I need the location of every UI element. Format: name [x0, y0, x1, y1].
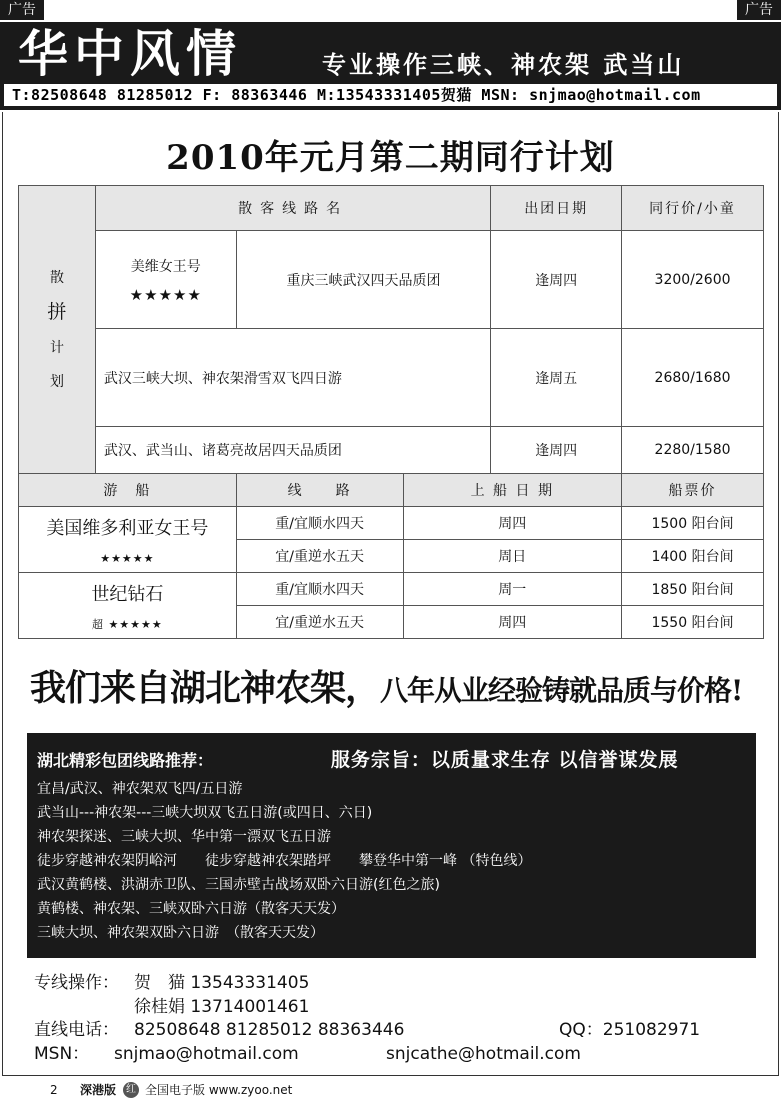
brand-name: 华中风情 [18, 24, 242, 83]
edition-label: 深港版 [80, 1083, 117, 1097]
ship-name: 世纪钻石 [91, 583, 164, 605]
date-cell: 逢周五 [491, 329, 622, 427]
cruise-ship-cell [19, 507, 237, 573]
national-edition: 全国电子版 www.zyoo.net [145, 1083, 293, 1097]
star-rating: ★★★★★ [129, 285, 202, 304]
msn-label: MSN： [34, 1043, 90, 1064]
ship-name: 美国维多利亚女王号 [46, 518, 209, 539]
price-cell: 2680/1680 [622, 329, 764, 427]
list-item: 武当山---神农架---三峡大坝双飞五日游(或四日、六日) [37, 805, 373, 821]
table-row [19, 231, 764, 329]
price-cell: 1500 阳台间 [622, 507, 764, 540]
price-cell: 1850 阳台间 [622, 573, 764, 606]
msn-1: snjmao@hotmail.com [114, 1043, 299, 1064]
footer [0, 1080, 781, 1100]
price-cell: 2280/1580 [622, 427, 764, 474]
page-number: 2 [50, 1083, 58, 1097]
route-cell: 重庆三峡武汉四天品质团 [236, 231, 491, 329]
plan-table [18, 185, 764, 639]
service-motto: 服务宗旨：以质量求生存 以信誉谋发展 [330, 749, 679, 771]
star-rating: 超 ★★★★★ [91, 617, 163, 631]
route-cell: 武汉、武当山、诸葛亮故居四天品质团 [95, 427, 490, 474]
operator-2: 徐桂娟 13714001461 [134, 996, 310, 1017]
route-cell: 重/宜顺水四天 [236, 507, 403, 540]
edition-badge-icon: 红 [123, 1082, 139, 1098]
headline-tail: 八年从业经验铸就品质与价格! [380, 674, 743, 707]
route-cell: 宜/重逆水五天 [236, 540, 403, 573]
price-cell: 3200/2600 [622, 231, 764, 329]
route-cell: 武汉三峡大坝、神农架滑雪双飞四日游 [95, 329, 490, 427]
route-cell: 重/宜顺水四天 [236, 573, 403, 606]
operator-1: 贺 猫 13543331405 [134, 973, 310, 993]
top-bar [0, 0, 781, 22]
header-route-name: 散客线路名 [95, 186, 490, 231]
recommended-routes-box [27, 733, 756, 958]
page-title: 2010年元月第二期同行计划 [166, 138, 615, 178]
ad-label-right: 广告 [737, 0, 781, 20]
list-item: 黄鹤楼、神农架、三峡双卧六日游（散客天天发） [37, 901, 345, 917]
slogan: 专业操作三峡、神农架 武当山 [322, 51, 685, 79]
header-ticket-price: 船票价 [622, 474, 764, 507]
date-cell: 周日 [403, 540, 622, 573]
date-cell: 周一 [403, 573, 622, 606]
star-rating: ★★★★★ [100, 552, 155, 565]
header-board-date: 上 船 日 期 [403, 474, 622, 507]
ship-name: 美维女王号 [130, 258, 201, 275]
header-cruise-ship: 游 船 [19, 474, 237, 507]
header-depart-date: 出团日期 [491, 186, 622, 231]
headline-main: 我们来自湖北神农架， [30, 667, 381, 709]
list-item: 宜昌/武汉、神农架双飞四/五日游 [37, 781, 243, 797]
header-banner [0, 22, 781, 110]
sanpin-side-label: 散 拼 计 划 [19, 186, 96, 474]
table-row [19, 573, 764, 606]
tel-label: 直线电话： [34, 1020, 119, 1040]
list-item: 徒步穿越神农架阴峪河 徒步穿越神农架踏坪 攀登华中第一峰 （特色线） [37, 853, 532, 869]
table-row [19, 427, 764, 474]
contact-info [34, 972, 754, 1066]
header-cruise-route: 线 路 [236, 474, 403, 507]
routes-heading: 湖北精彩包团线路推荐： [37, 751, 214, 770]
tel-numbers: 82508648 81285012 88363446 [134, 1020, 405, 1040]
date-cell: 逢周四 [491, 231, 622, 329]
contact-strip: T:82508648 81285012 F: 88363446 M:13543331405贺猫 MSN: snjmao@hotmail.com [4, 84, 777, 106]
qq-number: QQ：251082971 [559, 1020, 701, 1040]
routes-heading-row [37, 745, 746, 777]
date-cell: 逢周四 [491, 427, 622, 474]
date-cell: 周四 [403, 507, 622, 540]
ship-cell [95, 231, 236, 329]
msn-2: snjcathe@hotmail.com [386, 1043, 581, 1064]
price-cell: 1550 阳台间 [622, 606, 764, 639]
header-peer-price: 同行价/小童 [622, 186, 764, 231]
list-item: 武汉黄鹤楼、洪湖赤卫队、三国赤壁古战场双卧六日游(红色之旅) [37, 877, 440, 893]
date-cell: 周四 [403, 606, 622, 639]
route-cell: 宜/重逆水五天 [236, 606, 403, 639]
table-row [19, 507, 764, 540]
list-item: 神农架探迷、三峡大坝、华中第一漂双飞五日游 [37, 829, 331, 845]
price-cell: 1400 阳台间 [622, 540, 764, 573]
table-row [19, 329, 764, 427]
cruise-ship-cell [19, 573, 237, 639]
operator-label: 专线操作： [34, 973, 119, 993]
headline [30, 660, 770, 711]
list-item: 三峡大坝、神农架双卧六日游 （散客天天发） [37, 925, 324, 941]
ad-label-left: 广告 [0, 0, 44, 20]
